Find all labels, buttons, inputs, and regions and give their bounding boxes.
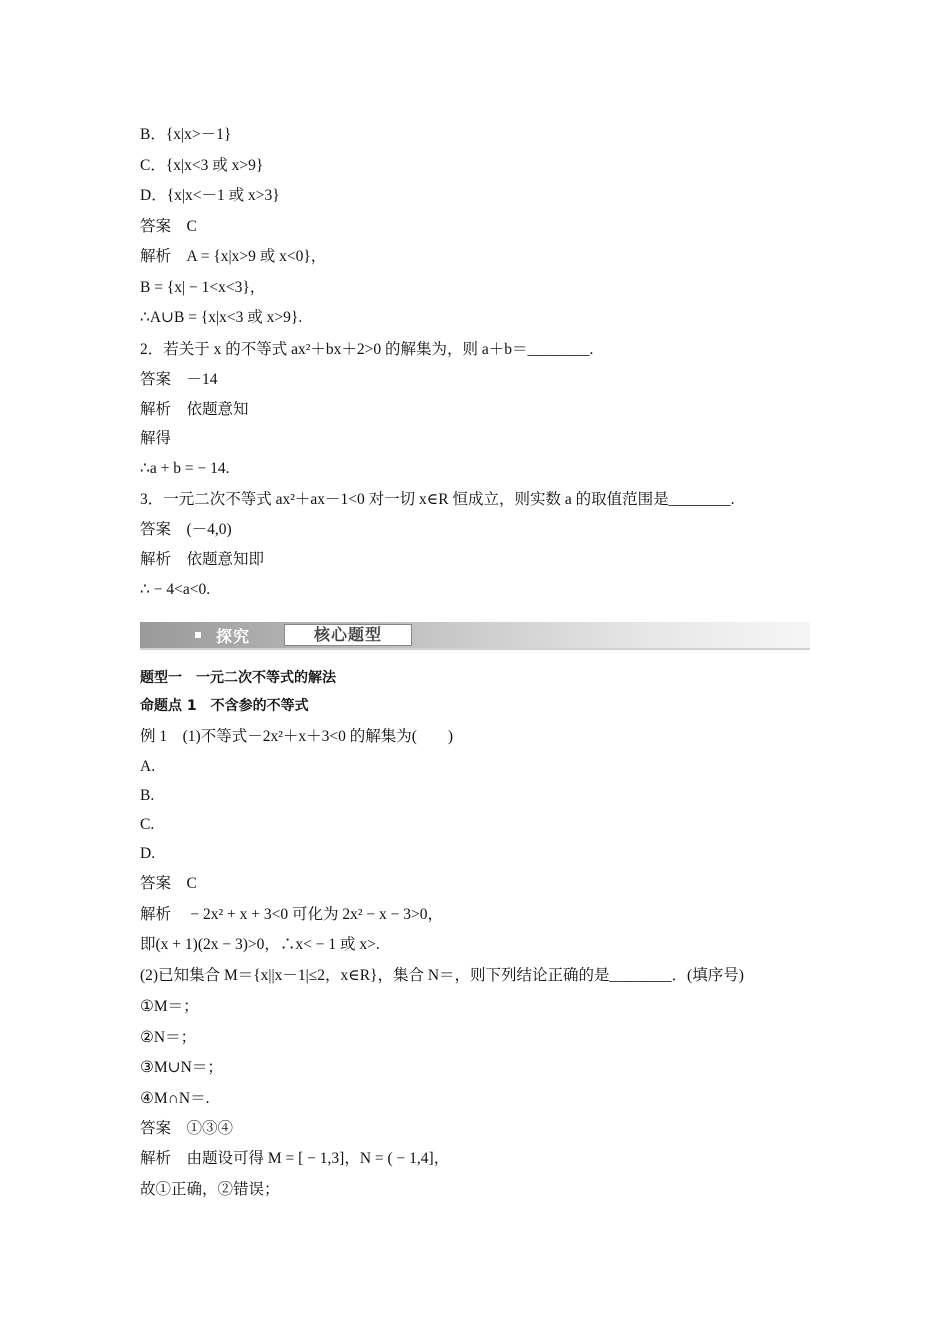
text-line: 故①正确，②错误； [140,1181,280,1198]
option-a: A. [140,758,156,775]
question-line: (2)已知集合 M＝{x||x－1|≤2，x∈R}，集合 N＝，则下列结论正确的是________．(填序号) [140,967,744,984]
text-line: ∴ − 4<a<0. [140,581,211,598]
choice-4: ④M∩N＝. [140,1090,210,1107]
option-c: C．{x|x<3 或 x>9} [140,157,264,174]
text-line: 即(x + 1)(2x − 3)>0，∴x< − 1 或 x>. [140,936,380,953]
example-line: 例 1 (1)不等式－2x²＋x＋3<0 的解集为( ) [140,728,454,745]
answer-line: 答案 C [140,218,197,235]
subsection-title: 命题点 1 不含参的不等式 [140,698,309,714]
analysis-line: 解析 A = {x|x>9 或 x<0}， [140,248,327,265]
text-line: ∴a + b = − 14. [140,460,230,477]
text-line: ∴A∪B = {x|x<3 或 x>9}. [140,309,303,326]
text-line: 解得 [140,430,172,447]
question-2: 2．若关于 x 的不等式 ax²＋bx＋2>0 的解集为，则 a＋b＝________. [140,341,594,358]
divider [140,648,810,650]
section-banner [140,622,810,648]
banner-box-title: 核心题型 [284,624,412,646]
question-3: 3．一元二次不等式 ax²＋ax－1<0 对一切 x∈R 恒成立，则实数 a 的取值范围是________. [140,491,735,508]
analysis-line: 解析 由题设可得 M = [ − 1,3]，N = ( − 1,4]， [140,1150,450,1167]
answer-line: 答案 －14 [140,371,218,388]
analysis-line: 解析 − 2x² + x + 3<0 可化为 2x² − x − 3>0， [140,906,443,923]
option-b: B．{x|x>－1} [140,126,232,143]
option-b: B. [140,787,155,804]
section-title: 题型一 一元二次不等式的解法 [140,670,336,686]
analysis-line: 解析 依题意知即 [140,551,265,568]
choice-3: ③M∪N＝； [140,1059,223,1076]
text-line: B = {x| − 1<x<3}， [140,279,266,296]
banner-label: 探究 [216,627,251,646]
answer-line: 答案 C [140,875,197,892]
analysis-line: 解析 依题意知 [140,401,249,418]
option-d: D. [140,845,156,862]
answer-line: 答案 ①③④ [140,1120,234,1137]
option-d: D．{x|x<－1 或 x>3} [140,187,280,204]
option-c: C. [140,816,155,833]
choice-2: ②N＝； [140,1029,197,1046]
square-bullet-icon [195,632,201,638]
choice-1: ①M＝； [140,998,199,1015]
answer-line: 答案 (－4,0) [140,521,232,538]
